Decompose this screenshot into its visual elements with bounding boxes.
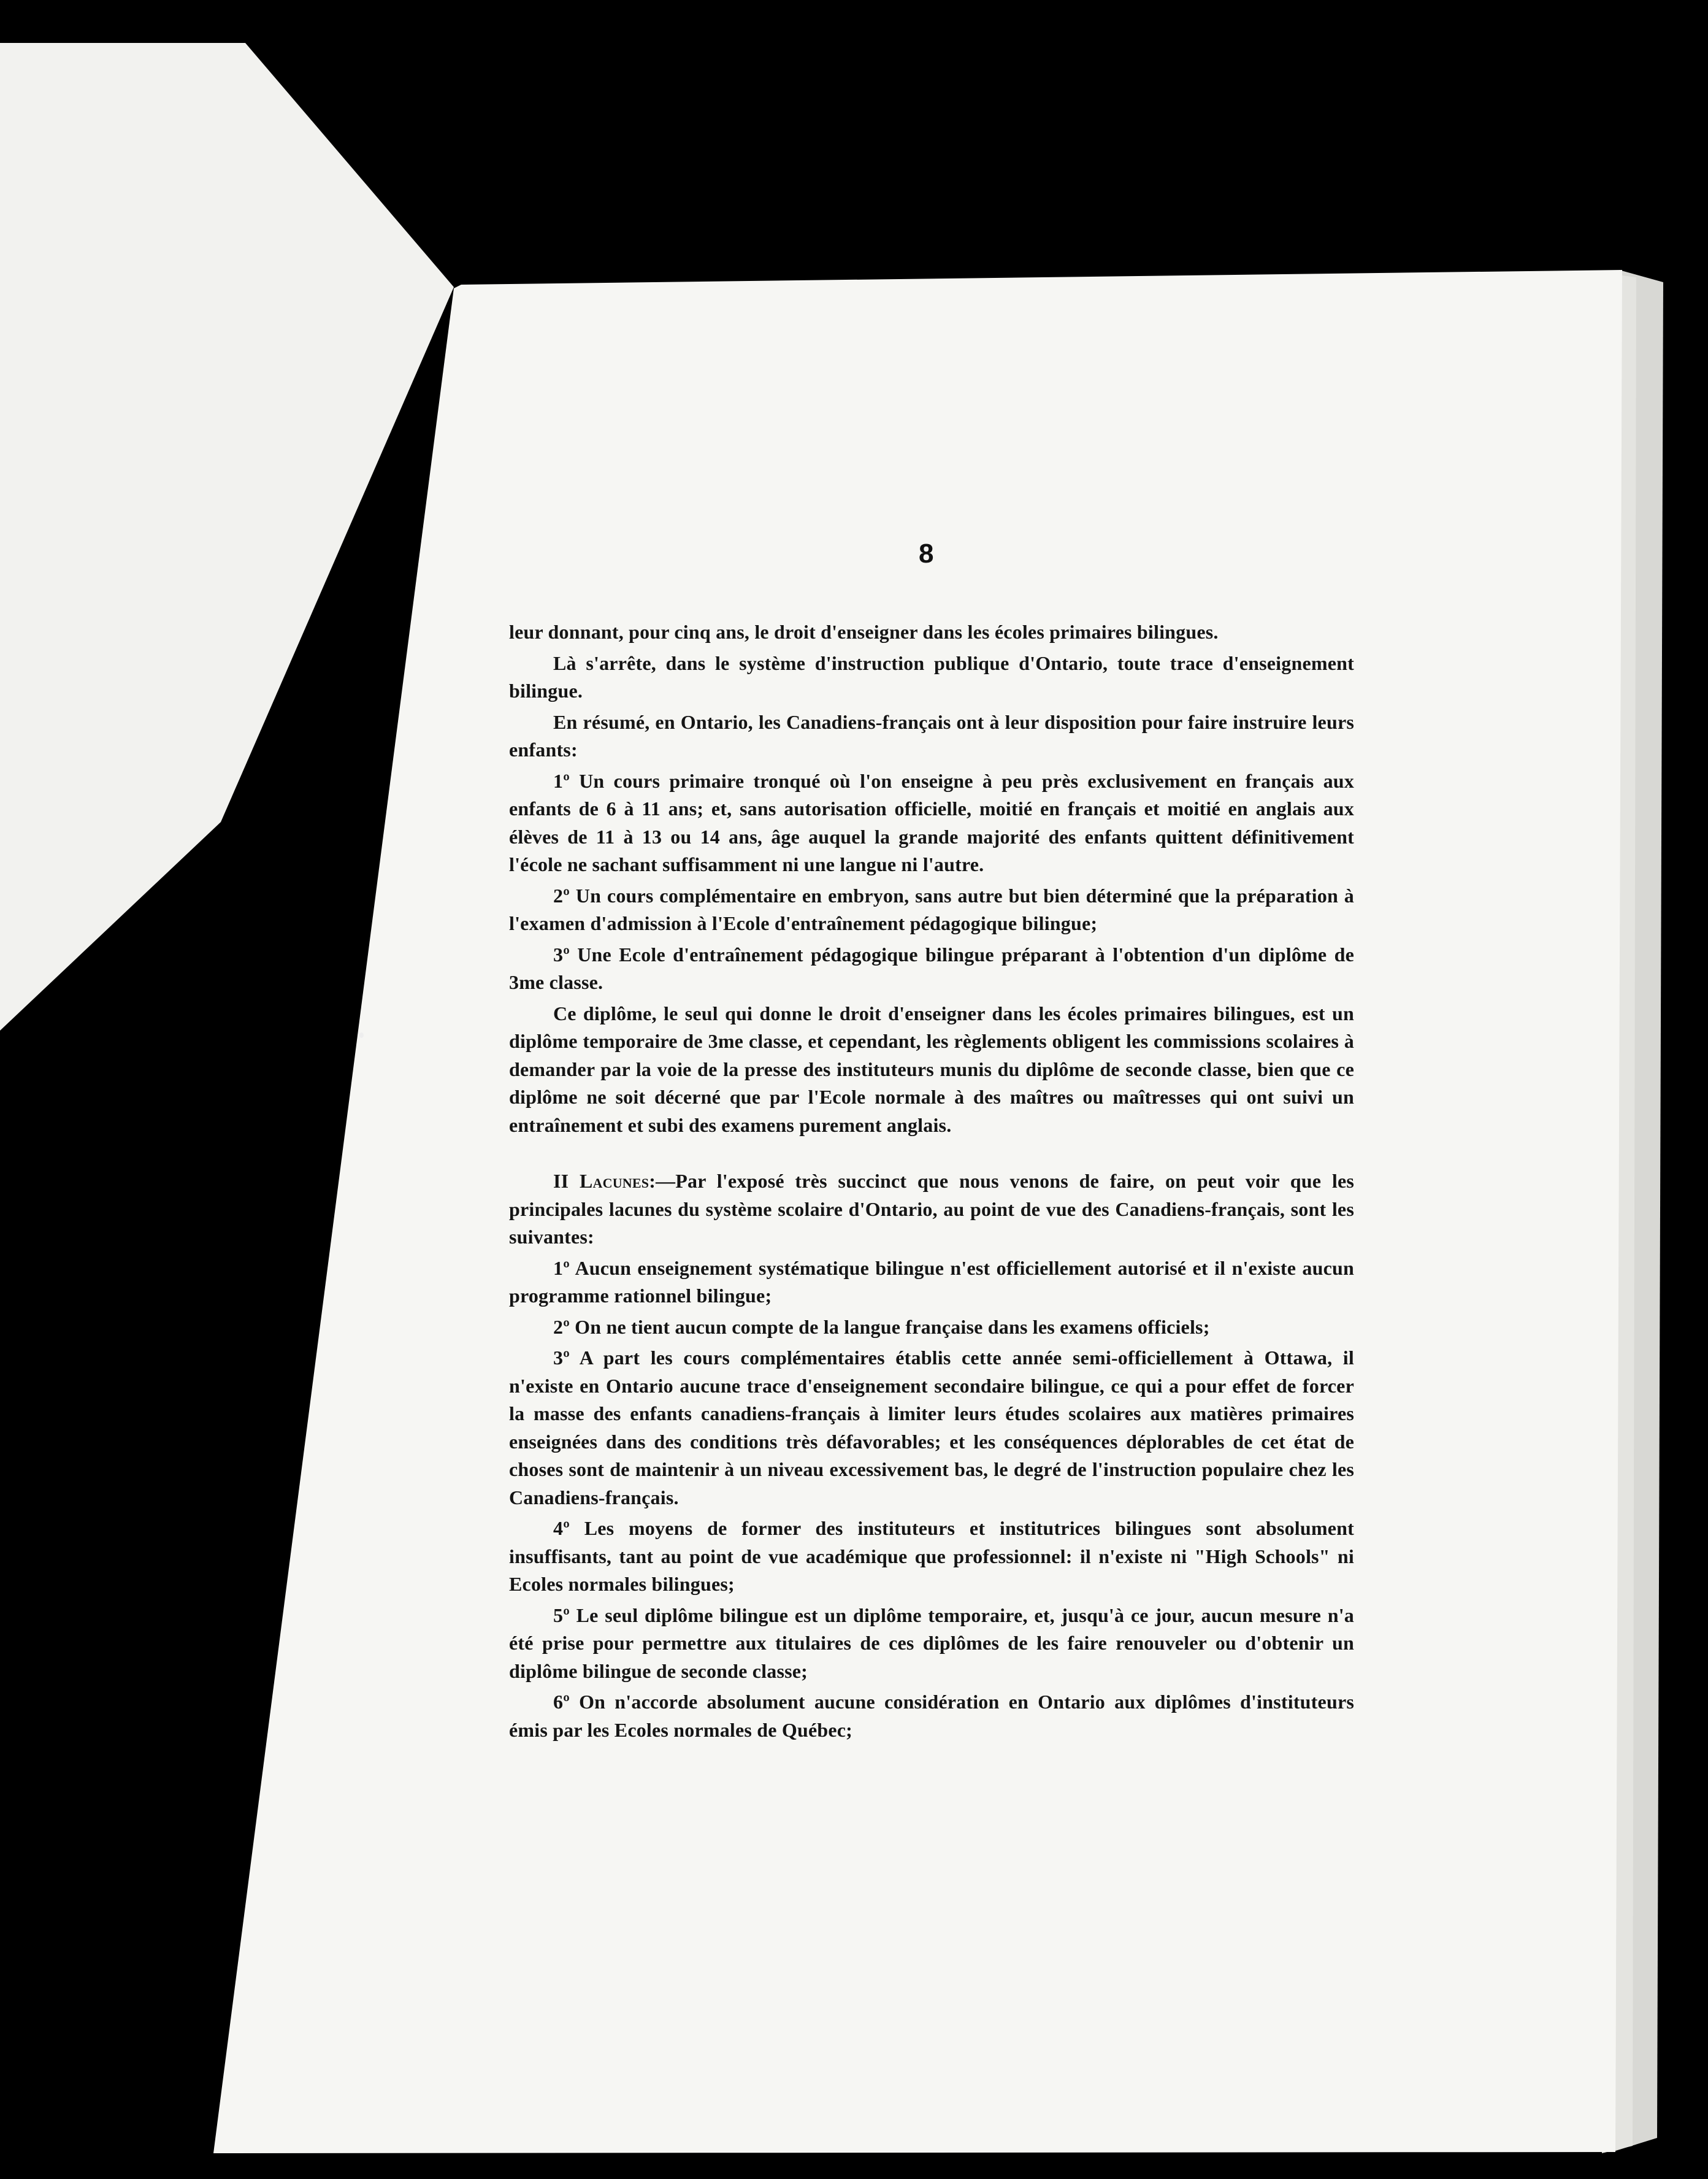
- paragraph: [509, 650, 1354, 705]
- paragraph: [509, 1313, 1354, 1342]
- paragraph: [509, 1688, 1354, 1744]
- paragraph-text: 4º Les moyens de former des instituteurs et institutrices bilingues sont absolument insuffisants, tant au point de vue académique que professionnel: il n'existe ni "High Schools" ni Ecoles normales bilingues;: [509, 1517, 1354, 1595]
- scan-speck: [359, 1032, 364, 1038]
- paragraph-text: 3º Une Ecole d'entraînement pédagogique bilingue préparant à l'obtention d'un diplôme de 3me classe.: [509, 943, 1354, 993]
- paragraph: [509, 1000, 1354, 1140]
- paragraph: [509, 941, 1354, 997]
- body-text: [509, 618, 1354, 1747]
- paragraph-text: En résumé, en Ontario, les Canadiens-français ont à leur disposition pour faire instruire leurs enfants:: [509, 710, 1354, 761]
- paragraph: [509, 767, 1354, 879]
- page-number: 8: [919, 539, 934, 569]
- paragraph: [509, 1255, 1354, 1310]
- paragraph: [509, 882, 1354, 938]
- paragraph-text: :—Par l'exposé très succinct que nous venons de faire, on peut voir que les principales lacunes du système scolaire d'Ontario, au point de vue des Canadiens-français, sont les suivantes:: [509, 1170, 1355, 1248]
- paragraph-text: leur donnant, pour cinq ans, le droit d'enseigner dans les écoles primaires bilingues.: [509, 621, 1219, 643]
- paragraph: [509, 1602, 1354, 1686]
- paragraph-text: 1º Un cours primaire tronqué où l'on enseigne à peu près exclusivement en français aux enfants de 6 à 11 ans; et, sans autorisation officielle, moitié en français et moitié en anglais aux élèves de 11 à 13 ou 14 ans, âge auquel la grande majorité des enfants quittent définitivement l'école ne sachant suffisamment ni une langue ni l'autre.: [509, 769, 1354, 875]
- paragraph-text: 6º On n'accorde absolument aucune considération en Ontario aux diplômes d'instituteurs émis par les Ecoles normales de Québec;: [509, 1691, 1354, 1741]
- paragraph-text: 5º Le seul diplôme bilingue est un diplôme temporaire, et, jusqu'à ce jour, aucun mesure n'a été prise pour permettre aux titulaires de ces diplômes de les faire renouveler ou d'obtenir un diplôme bilingue de seconde classe;: [509, 1604, 1354, 1682]
- paragraph-text: Là s'arrête, dans le système d'instruction publique d'Ontario, toute trace d'enseignement bilingue.: [509, 651, 1354, 702]
- section-heading: II Lacunes: [553, 1170, 649, 1192]
- paragraph: [509, 709, 1354, 764]
- paragraph-text: 2º On ne tient aucun compte de la langue française dans les examens officiels;: [553, 1315, 1210, 1338]
- paragraph-text: 1º Aucun enseignement systématique bilingue n'est officiellement autorisé et il n'existe aucun programme rationnel bilingue;: [509, 1256, 1354, 1307]
- paragraph-text: 3º A part les cours complémentaires établis cette année semi-officiellement à Ottawa, il n'existe en Ontario aucune trace d'enseignement secondaire bilingue, ce qui a pour effet de forcer la masse des enfants canadiens-français à limiter leurs études scolaires aux matières primaires enseignées dans des conditions très défavorables; et les conséquences déplorables de cet état de choses sont de maintenir à un niveau excessivement bas, le degré de l'instruction populaire chez les Canadiens-français.: [509, 1347, 1354, 1508]
- paragraph: [509, 1515, 1354, 1599]
- paragraph-text: 2º Un cours complémentaire en embryon, sans autre but bien déterminé que la préparation à l'examen d'admission à l'Ecole d'entraînement pédagogique bilingue;: [509, 884, 1354, 934]
- paragraph: [509, 1344, 1354, 1512]
- paragraph: [509, 1167, 1354, 1251]
- paragraph-text: Ce diplôme, le seul qui donne le droit d'enseigner dans les écoles primaires bilingues, est un diplôme temporaire de 3me classe, et cependant, les règlements obligent les commissions scolaires à demander par la voie de la presse des instituteurs munis du diplôme de seconde classe, bien que ce diplôme ne soit décerné que par l'Ecole normale à des maîtres ou maîtresses qui ont suivi un entraînement et subi des examens purement anglais.: [509, 1002, 1354, 1136]
- paragraph: [509, 618, 1354, 647]
